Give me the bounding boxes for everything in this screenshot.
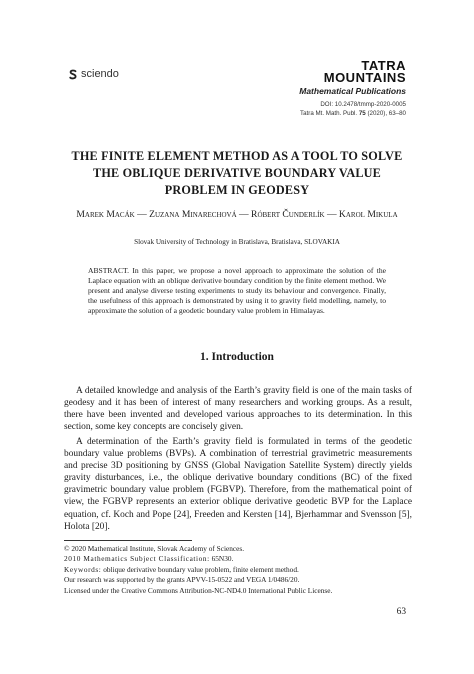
paper-title: THE FINITE ELEMENT METHOD AS A TOOL TO SOLVE THE OBLIQUE DERIVATIVE BOUNDARY VALUE PROBLEM IN GEODESY bbox=[71, 149, 403, 197]
intro-paragraph-1: A detailed knowledge and analysis of the Earth’s gravity field is one of the main tasks of geodesy and it has been of interest of many researchers and working groups. As a result, there have been invented and developed various approaches to its determination. In this section, some key concepts are concisely given. bbox=[64, 386, 412, 433]
doi-link[interactable]: DOI: 10.2478/tmmp-2020-0005 bbox=[320, 101, 406, 108]
abstract: ABSTRACT. In this paper, we propose a novel approach to approximate the solution of the Laplace equation with an oblique derivative boundary condition by the finite element method. We present and analyse diverse testing experiments to study its behaviour and convergence. Finally, the usefulness of this approach is demonstrated by using it to gravity field modelling, namely, to approximate the solution of a geodetic boundary value problem in Himalayas. bbox=[88, 266, 386, 315]
page-number: 63 bbox=[396, 607, 406, 617]
journal-header bbox=[299, 60, 406, 118]
intro-paragraph-2: A determination of the Earth’s gravity field is formulated in terms of the geodetic boundary value problems (BVPs). A combination of terrestrial gravimetric measurements and precise 3D positioning by GNSS (Global Navigation Satellite System) directly yields gravity disturbances, i.e., the oblique derivative boundary conditions (BC) of the fixed gravimetric boundary value problem (FGBVP). Therefore, from the mathematical point of view, the FGBVP represents an exterior oblique derivative geodetic BVP for the Laplace equation, cf. Koch and Pope [24], Freeden and Kersten [14], Bjerhammar and Svensson [5], Holota [20]. bbox=[64, 437, 412, 532]
sciendo-s-icon bbox=[68, 69, 78, 80]
citation-volume: 75 bbox=[358, 109, 366, 117]
keywords-value: oblique derivative boundary value problem, finite element method. bbox=[103, 564, 299, 574]
msc-note bbox=[64, 554, 412, 564]
keywords-label: Keywords: bbox=[64, 564, 102, 574]
publisher-logo[interactable] bbox=[68, 68, 119, 80]
journal-subtitle: Mathematical Publications bbox=[299, 86, 406, 96]
msc-label: 2010 Mathematics Subject Classification: bbox=[64, 554, 210, 564]
author-affiliation: Slovak University of Technology in Bratislava, Bratislava, SLOVAKIA bbox=[134, 238, 340, 246]
license-note[interactable]: Licensed under the Creative Commons Attribution-NC-ND4.0 International Public License. bbox=[64, 585, 333, 595]
copyright-note: © 2020 Mathematical Institute, Slovak Academy of Sciences. bbox=[64, 544, 245, 553]
footnote-rule bbox=[64, 540, 192, 541]
journal-logo-line1: TATRA bbox=[361, 58, 406, 73]
paper-authors: Marek Macák — Zuzana Minarechová — Róbert Čunderlík — Karol Mikula bbox=[76, 209, 398, 220]
footnotes bbox=[64, 544, 412, 596]
journal-logo-line2: MOUNTAINS bbox=[323, 70, 406, 85]
keywords-note bbox=[64, 565, 412, 575]
grant-note: Our research was supported by the grants APVV-15-0522 and VEGA 1/0486/20. bbox=[64, 575, 300, 585]
publisher-name: sciendo bbox=[81, 68, 119, 80]
citation-line bbox=[299, 110, 406, 119]
citation-prefix: Tatra Mt. Math. Publ. bbox=[300, 109, 358, 117]
msc-value: 65N30. bbox=[211, 554, 234, 564]
citation-suffix: (2020), 63–80 bbox=[367, 109, 406, 117]
doi-block bbox=[299, 101, 406, 118]
section-heading: 1. Introduction bbox=[200, 351, 274, 363]
